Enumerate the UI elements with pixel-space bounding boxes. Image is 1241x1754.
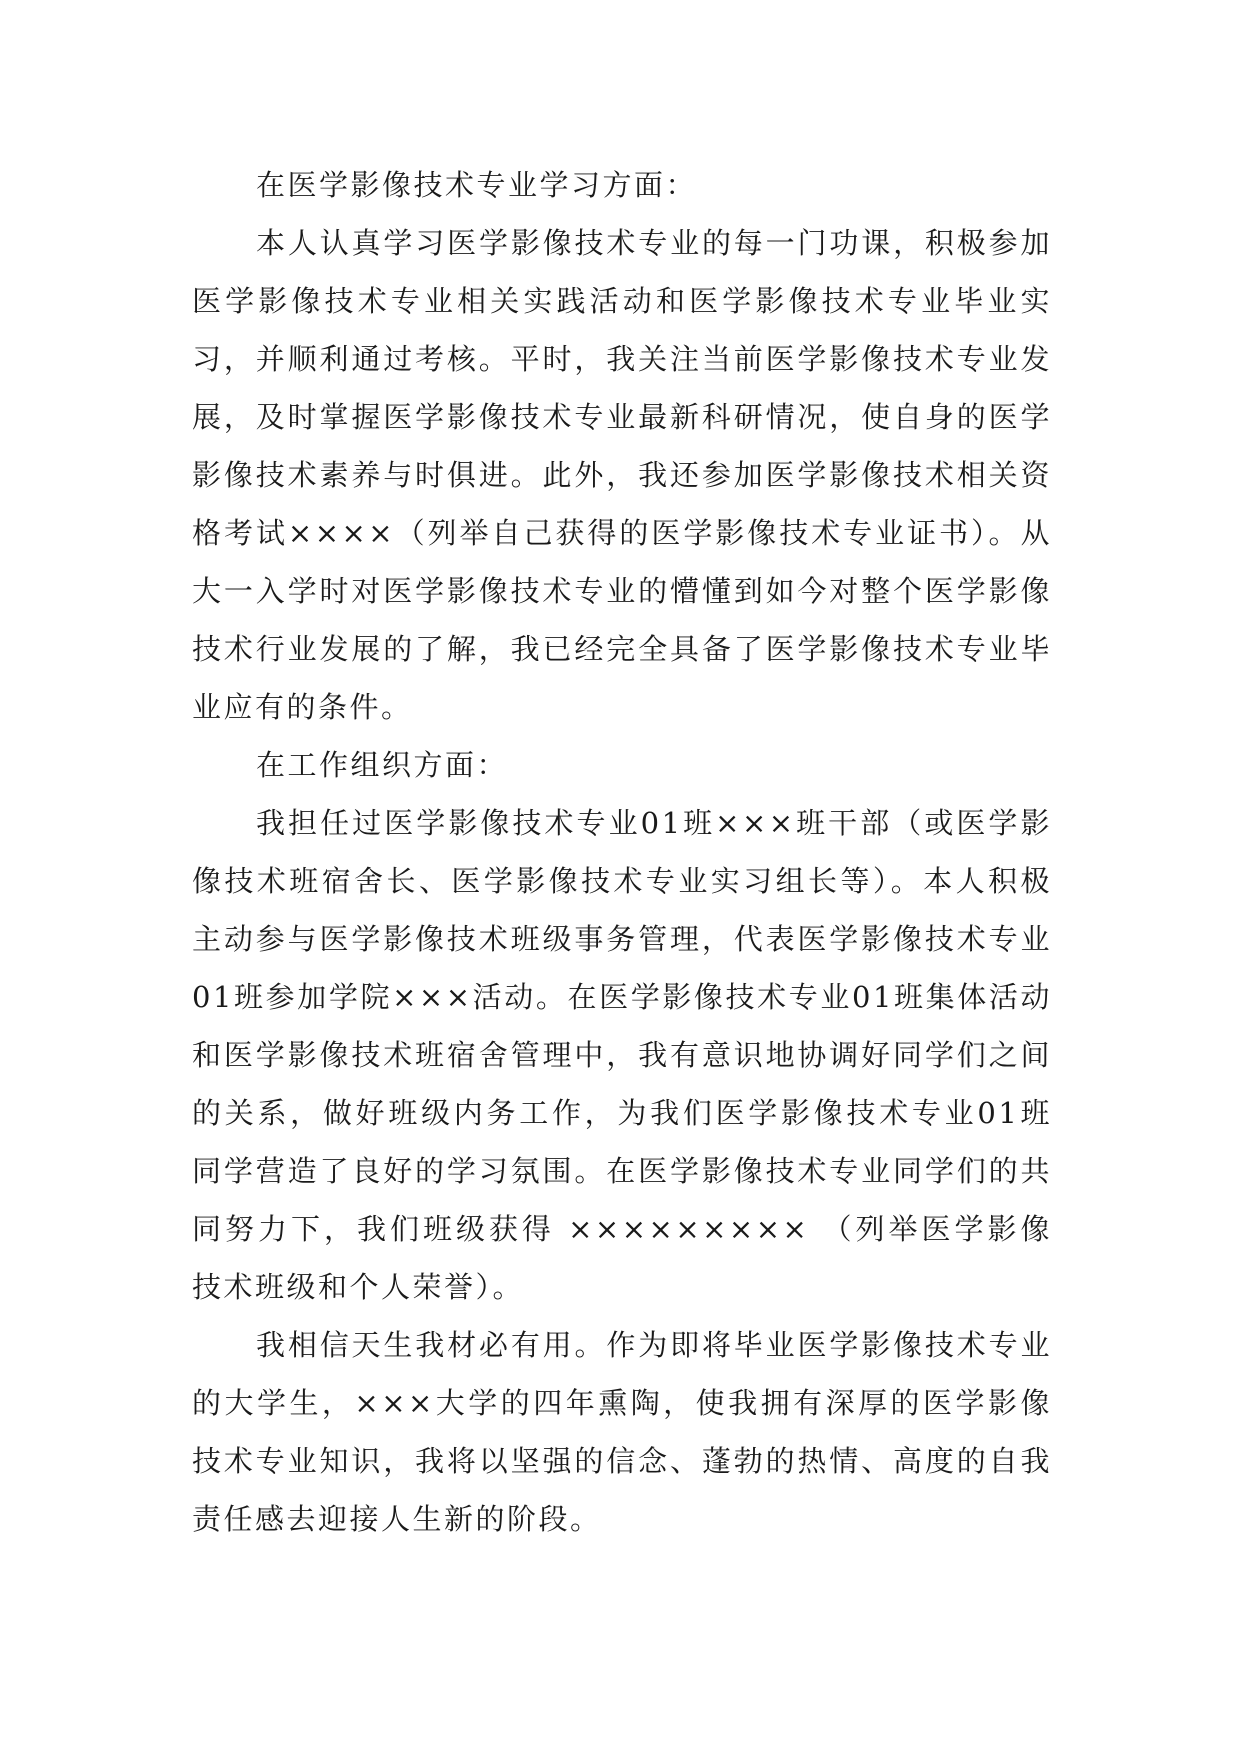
- paragraph-conclusion: 我相信天生我材必有用。作为即将毕业医学影像技术专业的大学生，×××大学的四年熏陶，使我拥有深厚的医学影像技术专业知识，我将以坚强的信念、蓬勃的热情、高度的自我责任感去迎接人生新的阶段。: [192, 1328, 1052, 1536]
- document-page: [192, 156, 1052, 1548]
- paragraph-work: 我担任过医学影像技术专业01班×××班干部（或医学影像技术班宿舍长、医学影像技术专业实习组长等）。本人积极主动参与医学影像技术班级事务管理，代表医学影像技术专业01班参加学院×××活动。在医学影像技术专业01班集体活动和医学影像技术班宿舍管理中，我有意识地协调好同学们之间的关系，做好班级内务工作，为我们医学影像技术专业01班同学营造了良好的学习氛围。在医学影像技术专业同学们的共同努力下，我们班级获得 ××××××××× （列举医学影像技术班级和个人荣誉）。: [192, 806, 1052, 1304]
- paragraph-study: 本人认真学习医学影像技术专业的每一门功课，积极参加医学影像技术专业相关实践活动和医学影像技术专业毕业实习，并顺利通过考核。平时，我关注当前医学影像技术专业发展，及时掌握医学影像技术专业最新科研情况，使自身的医学影像技术素养与时俱进。此外，我还参加医学影像技术相关资格考试××××（列举自己获得的医学影像技术专业证书）。从大一入学时对医学影像技术专业的懵懂到如今对整个医学影像技术行业发展的了解，我已经完全具备了医学影像技术专业毕业应有的条件。: [192, 226, 1052, 724]
- section-heading-work: 在工作组织方面：: [256, 748, 509, 782]
- section-heading-study: 在医学影像技术专业学习方面：: [256, 168, 698, 202]
